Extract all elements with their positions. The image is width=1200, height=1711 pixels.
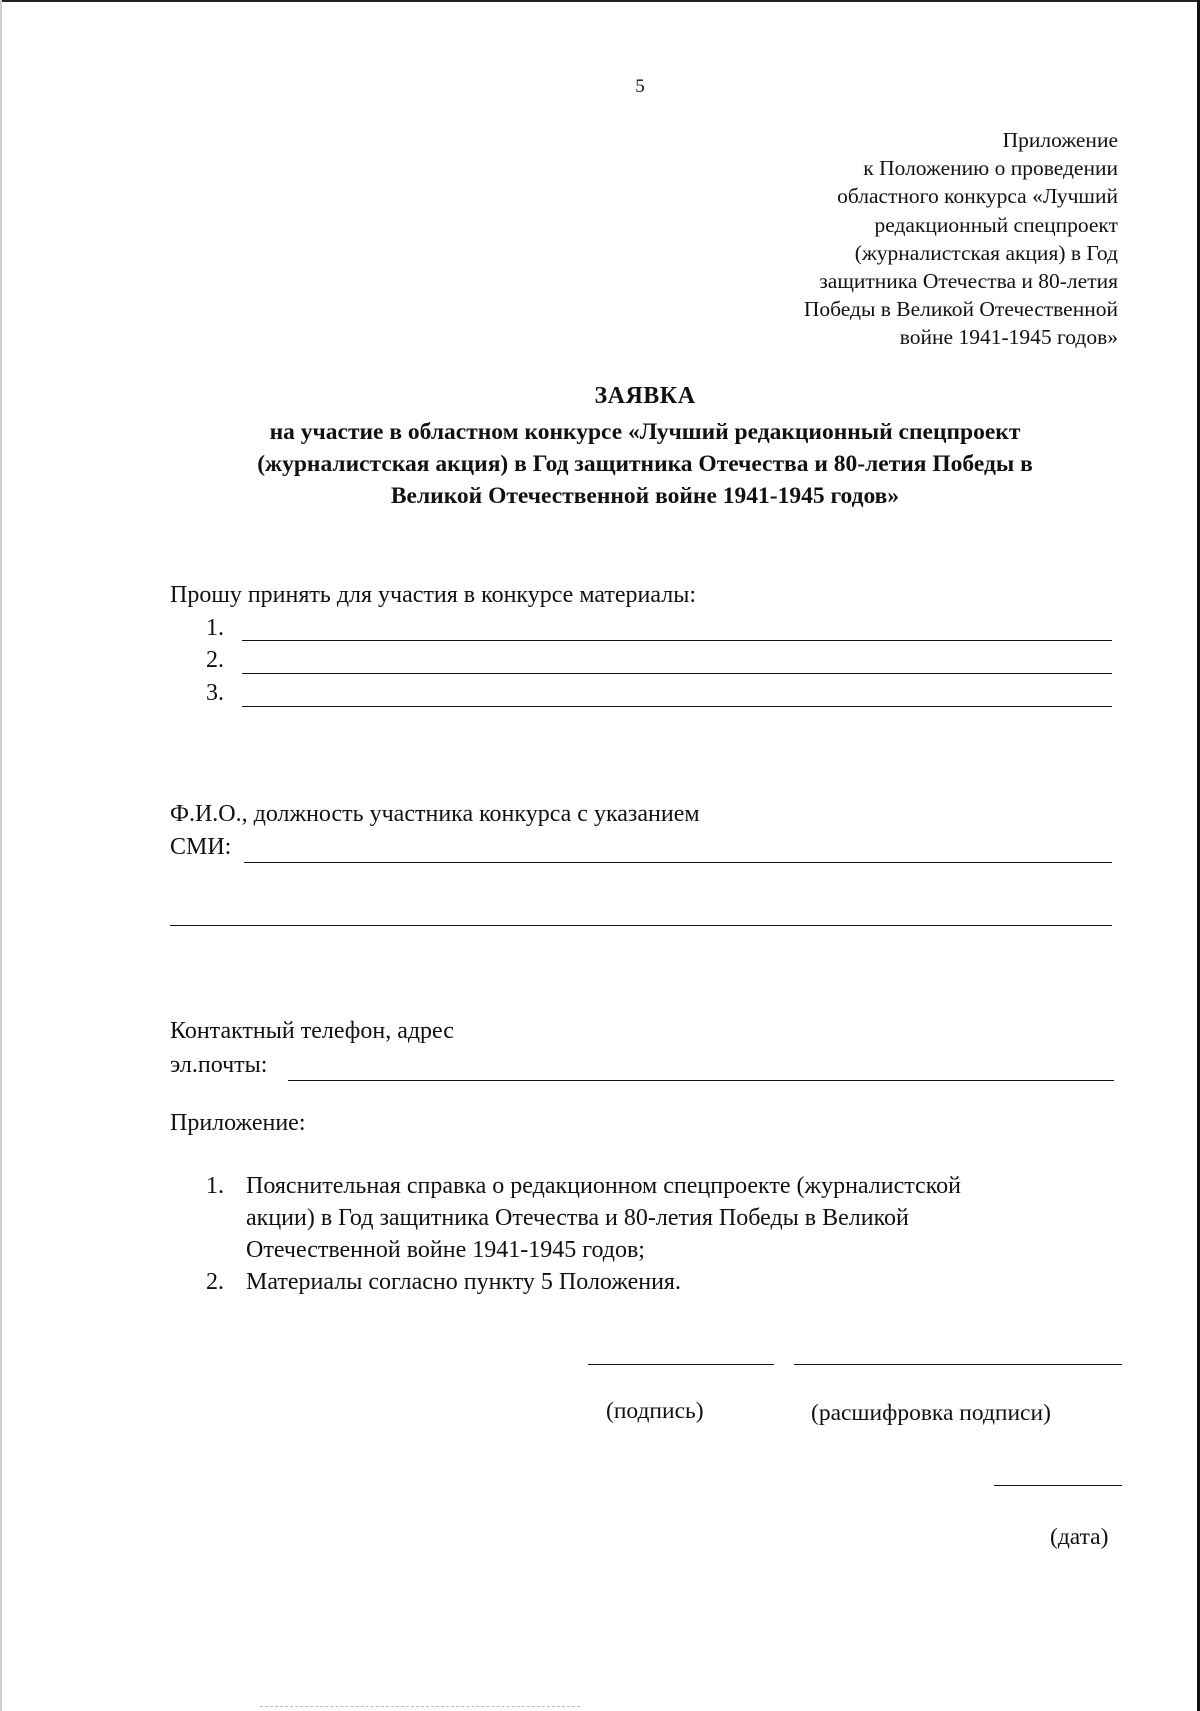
participant-extra-input-line[interactable] <box>170 925 1112 926</box>
signature-input-line[interactable] <box>588 1364 774 1365</box>
document-title: ЗАЯВКА <box>594 383 696 409</box>
participant-fio-label: Ф.И.О., должность участника конкурса с указанием <box>170 801 700 827</box>
attachment-list <box>206 1170 1106 1298</box>
scan-border-left <box>0 0 2 1711</box>
subtitle-line: (журналистская акция) в Год защитника Отечества и 80-летия Победы в <box>257 451 1033 477</box>
page-number: 5 <box>635 76 645 97</box>
signature-decoding-input-line[interactable] <box>794 1364 1122 1365</box>
subtitle-line: Великой Отечественной войне 1941-1945 годов» <box>390 483 900 509</box>
material-row-1 <box>206 613 1112 643</box>
attachment-label: Приложение: <box>170 1110 306 1136</box>
attachment-text <box>246 1266 681 1298</box>
material-3-input-line[interactable] <box>242 706 1112 707</box>
material-number: 1. <box>206 615 224 641</box>
contact-phone-label: Контактный телефон, адрес <box>170 1018 454 1044</box>
attachment-item-1 <box>206 1170 1106 1266</box>
material-row-2 <box>206 645 1112 675</box>
annex-line: редакционный спецпроект <box>874 212 1118 237</box>
attachment-line: Пояснительная справка о редакционном спецпроекте (журналистской <box>246 1173 961 1199</box>
material-number: 3. <box>206 680 224 706</box>
annex-line: войне 1941-1945 годов» <box>899 325 1118 350</box>
annex-line: защитника Отечества и 80-летия <box>819 269 1118 294</box>
attachment-number: 1. <box>206 1173 224 1199</box>
annex-line: Приложение <box>1002 128 1118 152</box>
attachment-line: акции) в Год защитника Отечества и 80-летия Победы в Великой <box>246 1205 909 1231</box>
signature-caption: (подпись) <box>606 1398 704 1424</box>
participant-media-label: СМИ: <box>170 834 232 860</box>
scan-border-top <box>0 0 1200 2</box>
attachment-line: Отечественной войне 1941-1945 годов; <box>246 1237 645 1263</box>
annex-line: областного конкурса «Лучший <box>837 184 1118 209</box>
contact-input-line[interactable] <box>288 1080 1114 1081</box>
annex-line: (журналистская акция) в Год <box>854 240 1118 265</box>
annex-line: Победы в Великой Отечественной <box>803 297 1118 322</box>
date-caption: (дата) <box>1050 1524 1109 1550</box>
materials-request-label: Прошу принять для участия в конкурсе материалы: <box>170 582 696 608</box>
signature-decoding-caption: (расшифровка подписи) <box>811 1400 1051 1426</box>
attachment-number: 2. <box>206 1269 224 1295</box>
attachment-line: Материалы согласно пункту 5 Положения. <box>246 1269 681 1295</box>
document-subtitle <box>170 416 1120 512</box>
date-input-line[interactable] <box>994 1485 1122 1486</box>
material-number: 2. <box>206 647 224 673</box>
material-2-input-line[interactable] <box>242 673 1112 674</box>
material-1-input-line[interactable] <box>242 640 1112 641</box>
attachment-item-2 <box>206 1266 1106 1298</box>
annex-reference <box>658 126 1118 352</box>
scan-bottom-mark <box>260 1706 580 1708</box>
contact-email-label: эл.почты: <box>170 1052 268 1078</box>
participant-media-input-line[interactable] <box>244 862 1112 863</box>
subtitle-line: на участие в областном конкурсе «Лучший редакционный спецпроект <box>269 419 1021 445</box>
attachment-text <box>246 1170 961 1266</box>
annex-line: к Положению о проведении <box>863 156 1118 181</box>
material-row-3 <box>206 678 1112 708</box>
